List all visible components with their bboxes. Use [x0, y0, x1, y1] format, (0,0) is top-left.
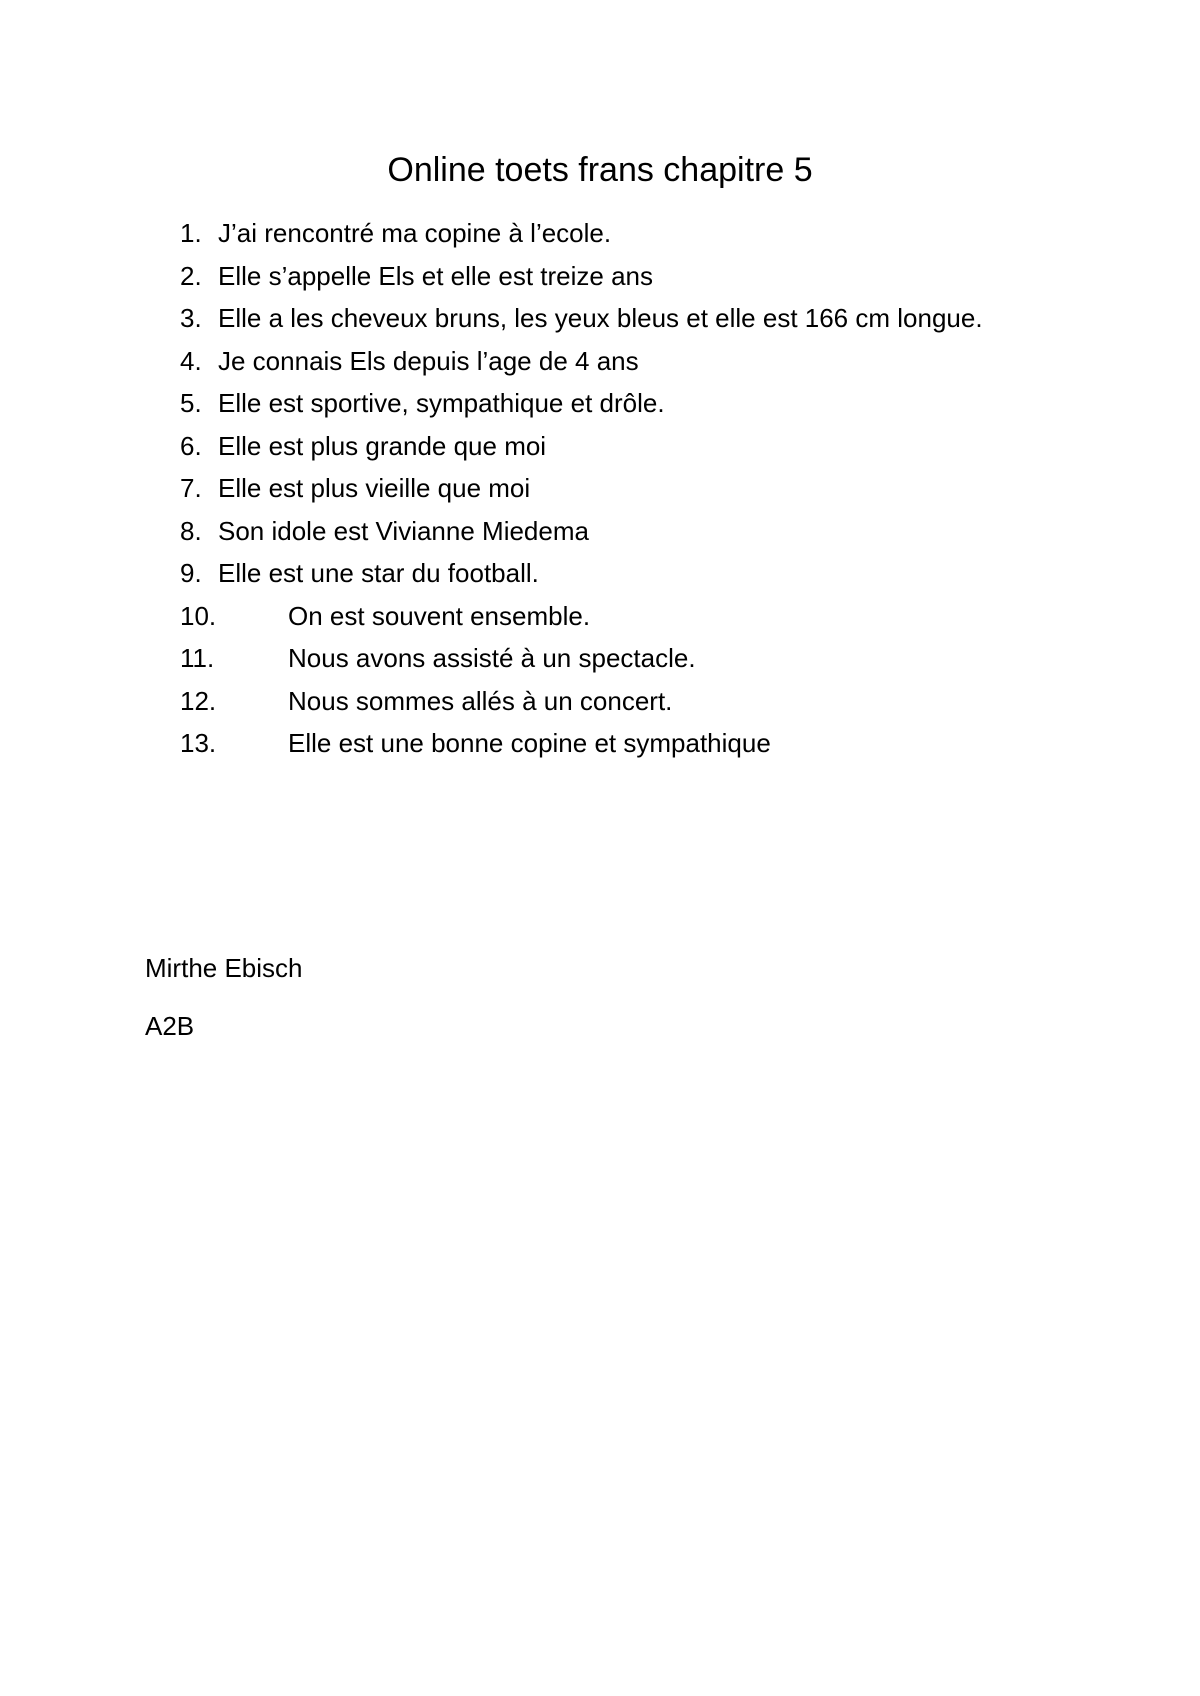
list-item-text: Son idole est Vivianne Miedema [218, 515, 589, 546]
list-item [180, 382, 1000, 425]
list-item-number: 5. [180, 388, 202, 418]
list-item-number: 3. [180, 303, 202, 333]
list-item-number: 8. [180, 515, 202, 546]
list-item-number: 9. [180, 558, 202, 588]
document-title: Online toets frans chapitre 5 [387, 151, 813, 189]
list-item-text: Elle est plus grande que moi [218, 430, 547, 461]
author-name: Mirthe Ebisch [145, 953, 303, 983]
list-item-number: 2. [180, 260, 202, 291]
list-item-number: 6. [180, 430, 202, 461]
list-item-text: Nous avons assisté à un spectacle. [288, 643, 696, 673]
list-item-text: Je connais Els depuis l’age de 4 ans [218, 345, 639, 376]
list-item-text: Elle est plus vieille que moi [218, 473, 531, 503]
list-item [180, 637, 1000, 680]
list-item [180, 425, 1000, 468]
list-item-text: Elle s’appelle Els et elle est treize ans [218, 260, 654, 291]
list-item-number: 11. [180, 643, 215, 673]
list-item [180, 552, 1000, 595]
list-item [180, 510, 1000, 553]
list-item-text: Elle est une star du football. [218, 558, 539, 588]
list-item-text: On est souvent ensemble. [288, 600, 591, 631]
list-item-text: Elle a les cheveux bruns, les yeux bleus et elle est 166 cm longue. [218, 303, 983, 333]
list-item-number: 7. [180, 473, 202, 503]
list-item-text: Elle est sportive, sympathique et drôle. [218, 388, 665, 418]
sentence-list [180, 212, 1000, 765]
list-item [180, 340, 1000, 383]
list-item [180, 297, 1000, 340]
class-code: A2B [145, 1011, 195, 1041]
list-item-number: 13. [180, 728, 217, 758]
list-item [180, 467, 1000, 510]
list-item-number: 10. [180, 600, 217, 631]
list-item-number: 4. [180, 345, 202, 376]
list-item-number: 1. [180, 218, 202, 248]
list-item-text: Nous sommes allés à un concert. [288, 685, 673, 716]
list-item-number: 12. [180, 685, 217, 716]
list-item-text: J’ai rencontré ma copine à l’ecole. [218, 218, 612, 248]
list-item [180, 212, 1000, 255]
list-item [180, 722, 1000, 765]
list-item-text: Elle est une bonne copine et sympathique [288, 728, 771, 758]
list-item [180, 595, 1000, 638]
list-item [180, 255, 1000, 298]
list-item [180, 680, 1000, 723]
